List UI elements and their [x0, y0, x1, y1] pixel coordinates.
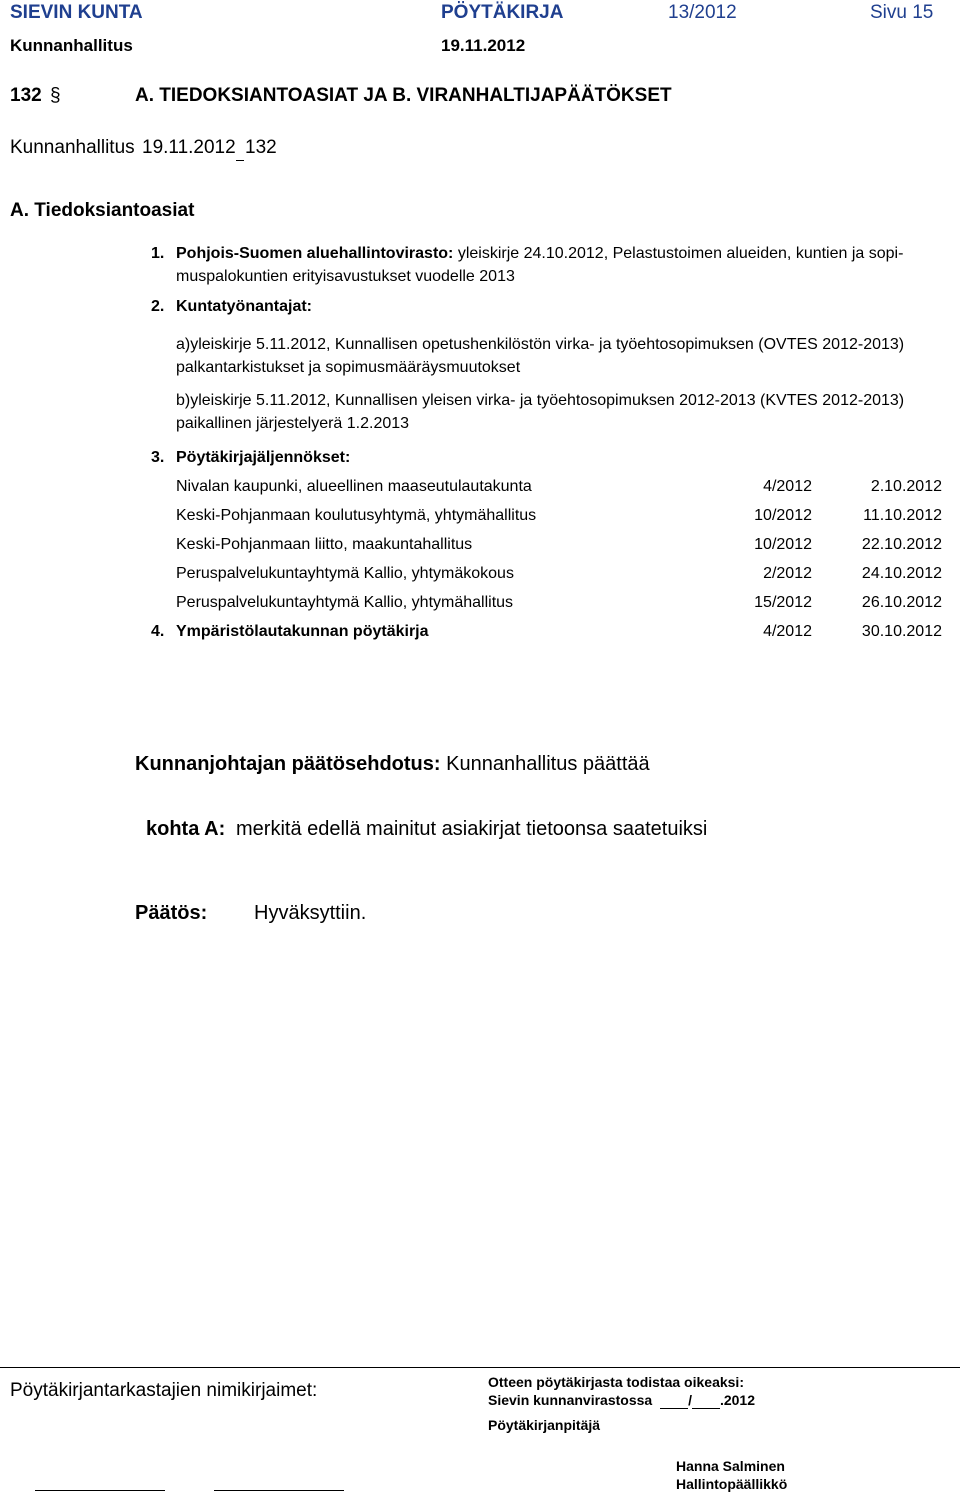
signer-name: Hanna Salminen — [676, 1458, 785, 1474]
item4-title: Ympäristölautakunnan pöytäkirja — [176, 623, 429, 640]
item2-a-line2: palkantarkistukset ja sopimusmääräysmuutokset — [176, 359, 521, 376]
section-number: 132 — [10, 85, 42, 106]
minutes-row-date: 22.10.2012 — [861, 536, 942, 553]
certify-place-line — [488, 1392, 755, 1409]
item1-text-line2: muspalokuntien erityisavustukset vuodelle 2013 — [176, 268, 515, 285]
minutes-row-number: 4/2012 — [763, 478, 812, 495]
proposal-label: Kunnanjohtajan päätösehdotus: — [135, 753, 441, 775]
signers-label: Pöytäkirjantarkastajien nimikirjaimet: — [10, 1380, 318, 1401]
item1-sender: Pohjois-Suomen aluehallintovirasto: — [176, 245, 454, 262]
minutes-row-name: Nivalan kaupunki, alueellinen maaseutulautakunta — [176, 478, 532, 495]
minutes-row-number: 10/2012 — [754, 536, 812, 553]
part-a-title: A. Tiedoksiantoasiat — [10, 200, 195, 221]
decision-text: Hyväksyttiin. — [254, 902, 367, 924]
certify-place: Sievin kunnanvirastossa — [488, 1392, 653, 1408]
minutes-row-name: Keski-Pohjanmaan liitto, maakuntahallitus — [176, 536, 473, 553]
kohta-text: merkitä edellä mainitut asiakirjat tietoonsa saatetuiksi — [236, 818, 708, 840]
minutes-row-date: 26.10.2012 — [861, 594, 942, 611]
item4-number: 4. — [151, 623, 165, 640]
signature-line-2 — [214, 1490, 344, 1491]
item2-number: 2. — [151, 298, 165, 315]
item4-number-ref: 4/2012 — [763, 623, 812, 640]
item3-number: 3. — [151, 449, 165, 466]
header-date: 19.11.2012 — [441, 36, 526, 55]
reference-section: 132 — [245, 137, 277, 158]
minutes-row-name: Keski-Pohjanmaan koulutusyhtymä, yhtymähallitus — [176, 507, 537, 524]
certify-title: Otteen pöytäkirjasta todistaa oikeaksi: — [488, 1374, 744, 1390]
reference-body: Kunnanhallitus — [10, 137, 135, 158]
item4-date: 30.10.2012 — [861, 623, 942, 640]
reference-underscore — [236, 160, 244, 161]
item1-text-line1: yleiskirje 24.10.2012, Pelastustoimen alueiden, kuntien ja sopi- — [457, 245, 904, 262]
signer-title: Hallintopäällikkö — [676, 1476, 788, 1492]
certify-role: Pöytäkirjanpitäjä — [488, 1417, 601, 1433]
item2-b-line2: paikallinen järjestelyerä 1.2.2013 — [176, 415, 410, 432]
minutes-row-date: 2.10.2012 — [870, 478, 942, 495]
item3-title: Pöytäkirjajäljennökset: — [176, 449, 351, 466]
item1-number: 1. — [151, 245, 165, 262]
header-body: Kunnanhallitus — [10, 36, 133, 55]
decision-label: Päätös: — [135, 902, 208, 924]
minutes-row-number: 10/2012 — [754, 507, 812, 524]
certify-year: .2012 — [719, 1392, 756, 1408]
document-number: 13/2012 — [668, 2, 737, 23]
minutes-row-name: Peruspalvelukuntayhtymä Kallio, yhtymäkokous — [176, 565, 514, 582]
page-number: Sivu 15 — [870, 2, 934, 23]
minutes-row-date: 11.10.2012 — [863, 507, 942, 524]
certify-slash: / — [688, 1392, 692, 1408]
minutes-row-number: 2/2012 — [763, 565, 812, 582]
section-symbol: § — [50, 85, 61, 106]
kohta-label: kohta A: — [146, 818, 226, 840]
minutes-row-name: Peruspalvelukuntayhtymä Kallio, yhtymähallitus — [176, 594, 514, 611]
item2-sender: Kuntatyönantajat: — [176, 298, 312, 315]
certify-month-blank — [692, 1392, 720, 1409]
section-title: A. TIEDOKSIANTOASIAT JA B. VIRANHALTIJAPÄÄTÖKSET — [135, 85, 672, 106]
footer-divider — [0, 1367, 960, 1368]
reference-date: 19.11.2012 — [142, 137, 236, 158]
proposal-text: Kunnanhallitus päättää — [446, 753, 650, 775]
item2-b-line1: b)yleiskirje 5.11.2012, Kunnallisen yleisen virka- ja työehtosopimuksen 2012-2013 (KVTES 2012-2013) — [176, 392, 905, 409]
municipality-name: SIEVIN KUNTA — [10, 2, 143, 23]
minutes-row-number: 15/2012 — [754, 594, 812, 611]
signature-line-1 — [35, 1490, 165, 1491]
certify-day-blank — [660, 1392, 688, 1409]
minutes-row-date: 24.10.2012 — [861, 565, 942, 582]
document-type: PÖYTÄKIRJA — [441, 2, 564, 23]
item2-a-line1: a)yleiskirje 5.11.2012, Kunnallisen opetushenkilöstön virka- ja työehtosopimuksen (OVTES 2012-2013) — [176, 336, 905, 353]
